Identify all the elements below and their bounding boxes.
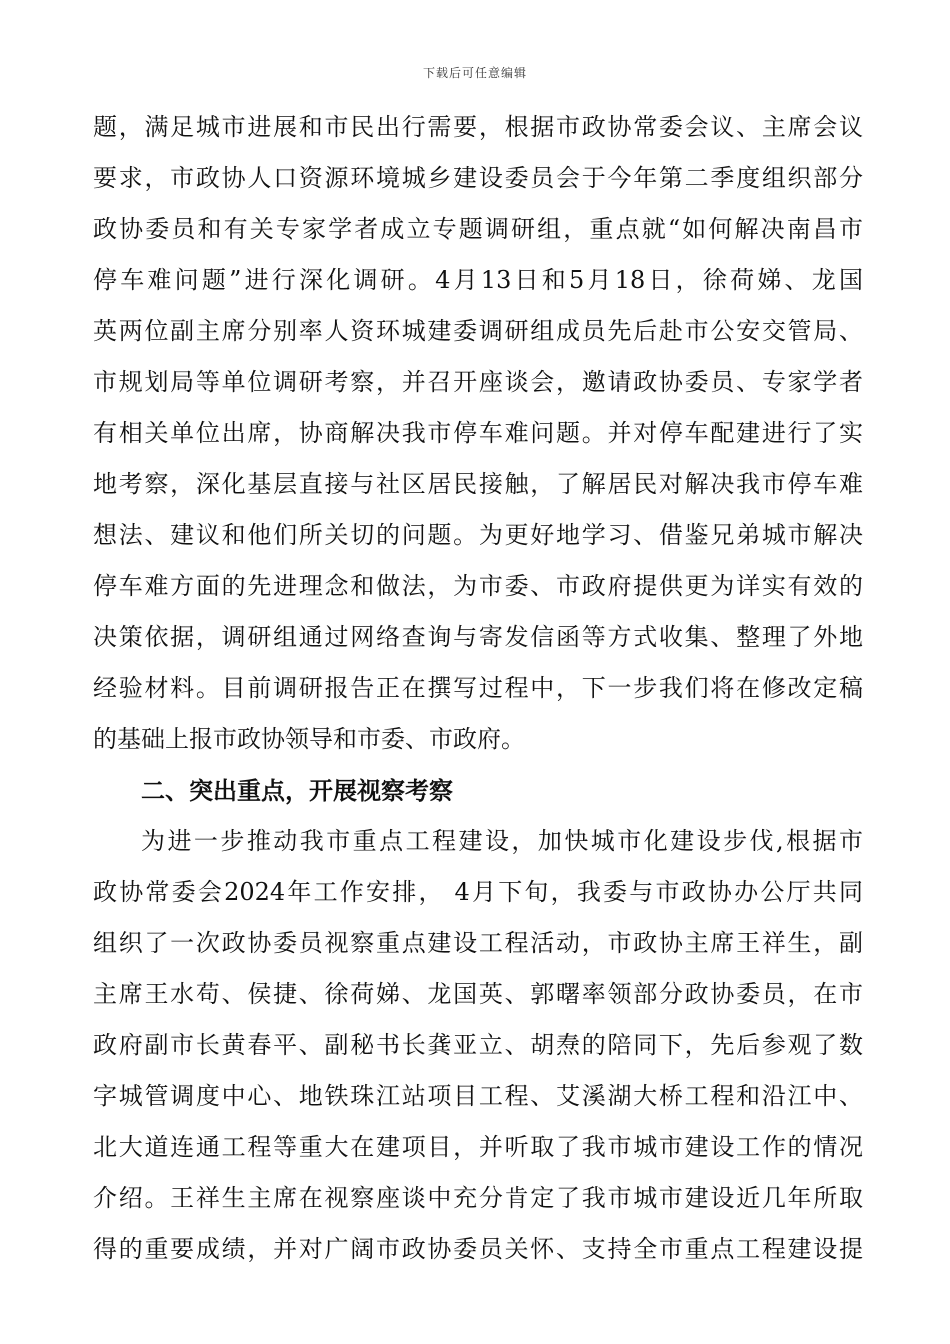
paragraph1-line: 要求，市政协人口资源环境城乡建设委员会于今年第二季度组织部分 — [93, 164, 863, 192]
paragraph1-line: 市规划局等单位调研考察，并召开座谈会，邀请政协委员、专家学者 — [93, 368, 863, 396]
paragraph2-line: 政协常委会2024年工作安排， 4月下旬，我委与市政协办公厅共同 — [93, 878, 863, 906]
paragraph2-line: 组织了一次政协委员视察重点建设工程活动，市政协主席王祥生，副 — [93, 929, 863, 957]
paragraph1-line: 有相关单位出席，协商解决我市停车难问题。并对停车配建进行了实 — [93, 419, 863, 447]
header-note: 下载后可任意编辑 — [422, 66, 527, 80]
paragraph1-line: 停车难方面的先进理念和做法，为市委、市政府提供更为详实有效的 — [93, 572, 863, 600]
paragraph1-line: 想法、建议和他们所关切的问题。为更好地学习、借鉴兄弟城市解决 — [93, 521, 863, 549]
paragraph1-line: 题，满足城市进展和市民出行需要，根据市政协常委会议、主席会议 — [93, 113, 863, 141]
paragraph1-line: 决策依据，调研组通过网络查询与寄发信函等方式收集、整理了外地 — [93, 623, 863, 651]
paragraph1-line: 经验材料。目前调研报告正在撰写过程中，下一步我们将在修改定稿 — [93, 674, 863, 702]
paragraph1-line: 地考察，深化基层直接与社区居民接触，了解居民对解决我市停车难 — [93, 470, 863, 498]
paragraph1-line: 英两位副主席分别率人资环城建委调研组成员先后赴市公安交管局、 — [93, 317, 863, 345]
paragraph2-line: 主席王水苟、侯捷、徐荷娣、龙国英、郭曙率领部分政协委员，在市 — [93, 980, 863, 1008]
paragraph2-line: 介绍。王祥生主席在视察座谈中充分肯定了我市城市建设近几年所取 — [93, 1184, 863, 1212]
paragraph1-line: 政协委员和有关专家学者成立专题调研组，重点就“如何解决南昌市 — [93, 215, 863, 243]
paragraph2-line: 北大道连通工程等重大在建项目，并听取了我市城市建设工作的情况 — [93, 1133, 863, 1161]
document-body — [93, 102, 863, 1275]
paragraph1-line: 的基础上报市政协领导和市委、市政府。 — [93, 725, 525, 753]
paragraph2-line: 字城管调度中心、地铁珠江站项目工程、艾溪湖大桥工程和沿江中、 — [93, 1082, 863, 1110]
section-heading: 二、突出重点，开展视察考察 — [141, 776, 453, 805]
paragraph2-line: 政府副市长黄春平、副秘书长龚亚立、胡焘的陪同下，先后参观了数 — [93, 1031, 863, 1059]
paragraph2-line: 得的重要成绩，并对广阔市政协委员关怀、支持全市重点工程建设提 — [93, 1235, 863, 1263]
paragraph2-line: 为进一步推动我市重点工程建设，加快城市化建设步伐,根据市 — [141, 827, 863, 855]
paragraph1-line: 停车难问题”进行深化调研。4月13日和5月18日，徐荷娣、龙国 — [93, 266, 863, 294]
